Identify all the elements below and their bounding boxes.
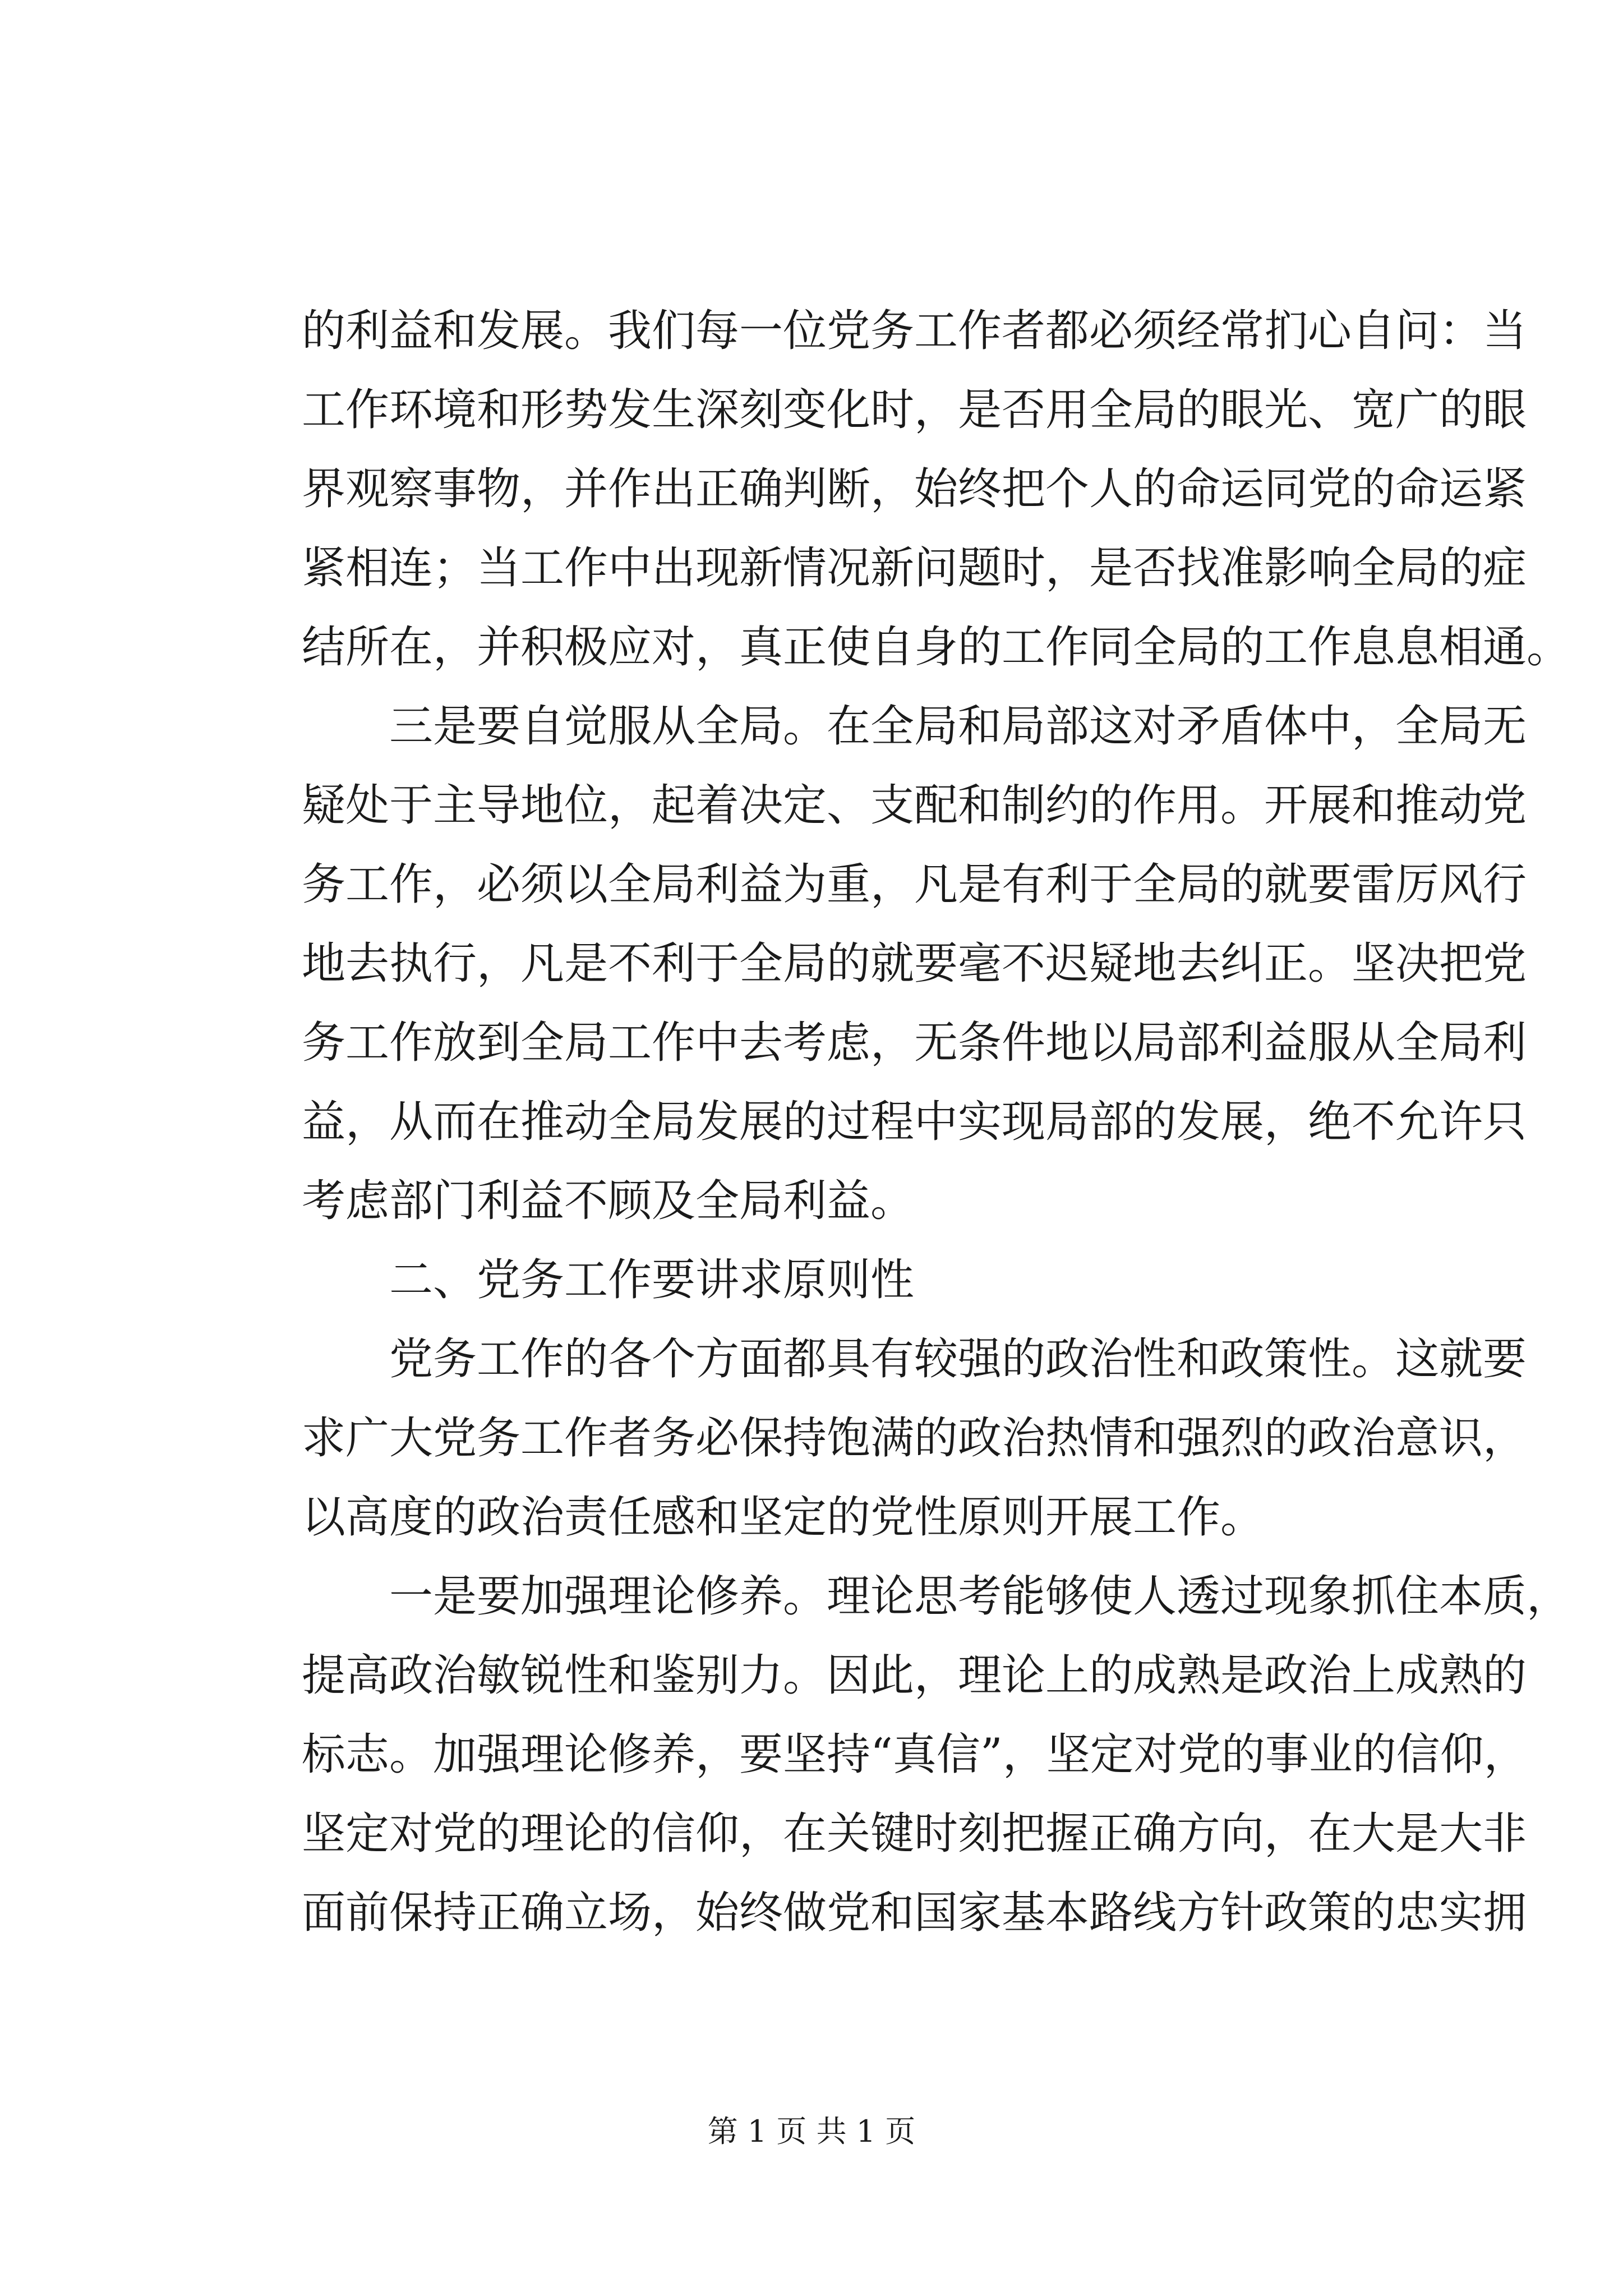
text-line: 紧相连；当工作中出现新情况新问题时，是否找准影响全局的症 [302, 543, 1527, 593]
text-line: 务工作放到全局工作中去考虑，无条件地以局部利益服从全局利 [302, 1018, 1527, 1068]
section-heading: 二、党务工作要讲求原则性 [389, 1255, 915, 1305]
text-line: 面前保持正确立场，始终做党和国家基本路线方针政策的忠实拥 [302, 1888, 1527, 1938]
paragraph-start-line: 三是要自觉服从全局。在全局和局部这对矛盾体中，全局无 [389, 701, 1527, 752]
text-line: 求广大党务工作者务必保持饱满的政治热情和强烈的政治意识， [302, 1413, 1527, 1464]
text-line: 标志。加强理论修养，要坚持“真信”，坚定对党的事业的信仰， [302, 1729, 1528, 1780]
text-line: 界观察事物，并作出正确判断，始终把个人的命运同党的命运紧 [302, 464, 1527, 514]
text-line: 益，从而在推动全局发展的过程中实现局部的发展，绝不允许只 [302, 1097, 1527, 1147]
text-line: 疑处于主导地位，起着决定、支配和制约的作用。开展和推动党 [302, 780, 1527, 831]
text-line: 以高度的政治责任感和坚定的党性原则开展工作。 [302, 1492, 1265, 1543]
text-line: 务工作，必须以全局利益为重，凡是有利于全局的就要雷厉风行 [302, 859, 1527, 910]
page-number-footer: 第 1 页 共 1 页 [707, 2114, 916, 2149]
text-line: 地去执行，凡是不利于全局的就要毫不迟疑地去纠正。坚决把党 [302, 938, 1527, 989]
text-line: 的利益和发展。我们每一位党务工作者都必须经常扪心自问：当 [302, 306, 1527, 356]
text-line: 提高政治敏锐性和鉴别力。因此，理论上的成熟是政治上成熟的 [302, 1650, 1527, 1701]
text-line: 工作环境和形势发生深刻变化时，是否用全局的眼光、宽广的眼 [302, 385, 1527, 435]
paragraph-start-line: 党务工作的各个方面都具有较强的政治性和政策性。这就要 [389, 1334, 1527, 1384]
text-line: 结所在，并积极应对，真正使自身的工作同全局的工作息息相通。 [302, 622, 1571, 673]
text-line: 坚定对党的理论的信仰，在关键时刻把握正确方向，在大是大非 [302, 1809, 1527, 1859]
paragraph-start-line: 一是要加强理论修养。理论思考能够使人透过现象抓住本质， [389, 1571, 1571, 1622]
text-line: 考虑部门利益不顾及全局利益。 [302, 1176, 915, 1226]
document-body [302, 292, 1571, 1953]
